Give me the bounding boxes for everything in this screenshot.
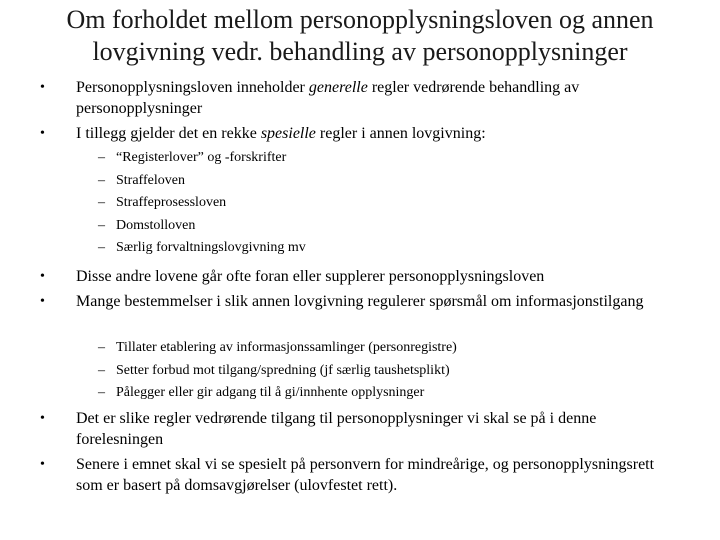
bullet-text: Det er slike regler vedrørende tilgang til personopplysninger vi skal se på i denne forelesningen — [76, 410, 597, 448]
sub-item — [98, 170, 698, 193]
bullet-marker: • — [40, 80, 45, 95]
dash-marker: – — [98, 195, 105, 210]
bullet-marker: • — [40, 269, 45, 284]
dash-marker: – — [98, 362, 105, 378]
sub-item-text: Pålegger eller gir adgang til å gi/innhente opplysninger — [116, 385, 425, 400]
bullet-marker: • — [40, 126, 45, 141]
dash-marker: – — [98, 217, 105, 233]
dash-marker: – — [98, 340, 105, 355]
bullet-list-2 — [40, 266, 660, 316]
sub-item-text: Domstolloven — [116, 217, 196, 233]
bullet-list-3 — [40, 408, 660, 500]
dash-marker: – — [98, 240, 105, 255]
bullet-marker: • — [40, 457, 45, 472]
bullet-marker: • — [40, 294, 45, 309]
sub-item — [98, 337, 698, 360]
sub-item — [98, 360, 698, 383]
slide-title — [20, 4, 700, 68]
bullet-list-1 — [40, 77, 660, 148]
bullet-item — [40, 266, 660, 287]
bullet-text-emphasis: spesielle — [260, 125, 316, 142]
bullet-text-pre: Personopplysningsloven inneholder — [76, 79, 309, 96]
sub-item — [98, 192, 698, 215]
bullet-text: Senere i emnet skal vi se spesielt på personvern for mindreårige, og personopplysningsrett som er basert på domsavgjørelser (ulovfestet rett). — [76, 456, 655, 494]
title-line-1: Om forholdet mellom personopplysningsloven og annen — [66, 5, 654, 34]
sub-item-text: “Registerlover” og -forskrifter — [116, 150, 287, 165]
bullet-marker: • — [40, 411, 45, 426]
title-line-2: lovgivning vedr. behandling av personopplysninger — [92, 37, 628, 66]
bullet-text: Disse andre lovene går ofte foran eller supplerer personopplysningsloven — [76, 268, 545, 285]
bullet-text: Mange bestemmelser i slik annen lovgivning regulerer spørsmål om informasjonstilgang — [76, 293, 644, 310]
bullet-item — [40, 291, 660, 312]
bullet-text-emphasis: generelle — [308, 79, 368, 96]
bullet-text-post: regler i annen lovgivning: — [315, 125, 486, 142]
bullet-item — [40, 408, 660, 450]
bullet-text-pre: I tillegg gjelder det en rekke — [76, 125, 261, 142]
sub-item — [98, 237, 698, 260]
sub-item-text: Straffeprosessloven — [116, 195, 227, 210]
sub-item — [98, 382, 698, 405]
sub-list-2 — [98, 337, 698, 405]
dash-marker: – — [98, 150, 105, 165]
sub-item-text: Setter forbud mot tilgang/spredning (jf særlig taushetsplikt) — [116, 362, 450, 378]
sub-item-text: Særlig forvaltningslovgivning mv — [116, 240, 306, 255]
bullet-text-post: regler vedrørende behandling av personopplysninger — [76, 79, 580, 117]
bullet-item — [40, 77, 660, 119]
dash-marker: – — [98, 385, 105, 400]
sub-item — [98, 147, 698, 170]
dash-marker: – — [98, 172, 105, 188]
sub-item — [98, 215, 698, 238]
bullet-item — [40, 123, 660, 144]
bullet-item — [40, 454, 660, 496]
sub-item-text: Tillater etablering av informasjonssamlinger (personregistre) — [116, 340, 457, 355]
sub-list-1 — [98, 147, 698, 260]
sub-item-text: Straffeloven — [116, 172, 185, 188]
